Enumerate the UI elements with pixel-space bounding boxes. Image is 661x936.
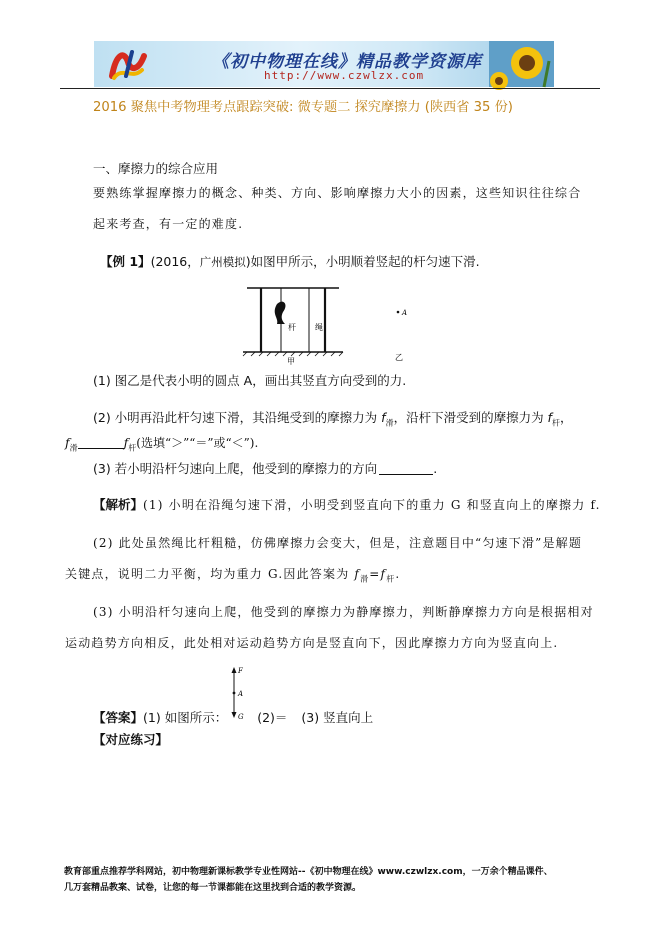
q2-text-b: ，沿杆下滑受到的摩擦力为	[393, 410, 548, 425]
header-banner	[94, 41, 554, 87]
banner-url: http://www.czwlzx.com	[264, 69, 425, 82]
analysis-f2: f	[380, 567, 387, 581]
analysis-line-1	[93, 499, 601, 512]
intro-line-1: 要熟练掌握摩擦力的概念、种类、方向、影响摩擦力大小的因素，这些知识往往综合	[93, 186, 582, 200]
header-rule	[60, 88, 600, 89]
q2-f1: f	[381, 410, 386, 425]
figure-pole-rope	[243, 280, 423, 366]
answer-2: (2)＝	[257, 710, 288, 725]
analysis-eq: =	[369, 567, 381, 581]
q2-f2: f	[547, 410, 552, 425]
q2-d-sub: 滑	[69, 443, 78, 453]
analysis-sub2: 杆	[386, 574, 396, 584]
answer-line	[93, 712, 373, 725]
banner-title: 《初中物理在线》精品教学资源库	[212, 52, 482, 72]
answer-blank-3[interactable]	[379, 463, 433, 475]
example-1	[100, 256, 480, 269]
label-force-a: A	[238, 690, 244, 698]
sunflower-icon	[489, 41, 554, 87]
example-text: )如图甲所示，小明顺着竖起的杆匀速下滑.	[245, 254, 480, 269]
analysis-text-3: 关键点，说明二力平衡，均为重力 G.因此答案为	[65, 567, 355, 581]
q2-text-c: ，	[559, 410, 573, 425]
example-source-open: (2016，	[150, 254, 200, 269]
analysis-sub1: 滑	[360, 574, 370, 584]
q3-end: .	[433, 461, 438, 476]
label-force-g: G	[238, 713, 244, 721]
label-rod: 杆	[288, 323, 296, 332]
analysis-line-4: (3) 小明沿杆匀速向上爬，他受到的摩擦力为静摩擦力，判断静摩擦力方向是根据相对	[93, 605, 594, 619]
answer-1: (1) 如图所示：	[143, 710, 228, 725]
q2-sub1: 滑	[385, 418, 394, 428]
analysis-line-5: 运动趋势方向相反，此处相对运动趋势方向是竖直向下，因此摩擦力方向为竖直向上.	[65, 636, 559, 650]
question-3	[93, 463, 437, 476]
q2-sub2: 杆	[551, 418, 560, 428]
example-source: 广州模拟	[199, 255, 246, 269]
analysis-tag: 【解析】	[93, 497, 144, 512]
analysis-end: .	[395, 567, 401, 581]
analysis-line-3	[65, 568, 400, 583]
q2-d-f: f	[65, 435, 70, 450]
analysis-text-1: (1) 小明在沿绳匀速下滑，小明受到竖直向下的重力 G 和竖直向上的摩擦力 f.	[143, 498, 601, 512]
label-rope: 绳	[315, 323, 323, 332]
label-point-a: A	[402, 309, 408, 317]
example-tag: 【例 1】	[100, 254, 151, 269]
answer-tag: 【答案】	[93, 710, 144, 725]
document-title: 2016 聚焦中考物理考点跟踪突破: 微专题二 探究摩擦力 (陕西省 35 份)	[93, 100, 513, 115]
q2-e-sub: 杆	[128, 443, 137, 453]
footer-line-2: 几万套精品教案、试卷，让您的每一节课都能在这里找到合适的教学资源。	[64, 883, 362, 893]
label-jia: 甲	[287, 357, 295, 366]
q2-choice-hint: (选填“＞”“＝”或“＜”).	[136, 436, 259, 450]
answer-blank-2[interactable]	[78, 437, 124, 449]
practice-heading: 【对应练习】	[93, 732, 169, 747]
section-heading: 一、摩擦力的综合应用	[93, 161, 219, 176]
question-2-line-1	[93, 412, 572, 428]
analysis-line-2: (2) 此处虽然绳比杆粗糙，仿佛摩擦力会变大，但是，注意题目中“匀速下滑”是解题	[93, 536, 583, 550]
label-force-f: F	[238, 667, 243, 675]
label-yi: 乙	[395, 353, 403, 362]
question-2-line-2	[65, 437, 258, 453]
answer-3: (3) 竖直向上	[301, 710, 374, 725]
q3-text: (3) 若小明沿杆匀速向上爬，他受到的摩擦力的方向	[93, 461, 378, 476]
intro-line-2: 起来考查，有一定的难度.	[93, 217, 244, 231]
q2-text-a: (2) 小明再沿此杆匀速下滑，其沿绳受到的摩擦力为	[93, 410, 382, 425]
site-logo-icon	[108, 46, 148, 82]
q2-e-f: f	[123, 435, 129, 450]
analysis-f1: f	[354, 567, 361, 581]
footer-line-1: 教育部重点推荐学科网站，初中物理新课标教学专业性网站--《初中物理在线》www.czwlzx.com，一万余个精品课件、	[64, 867, 553, 877]
question-1: (1) 图乙是代表小明的圆点 A，画出其竖直方向受到的力.	[93, 373, 407, 388]
point-a	[397, 311, 400, 314]
